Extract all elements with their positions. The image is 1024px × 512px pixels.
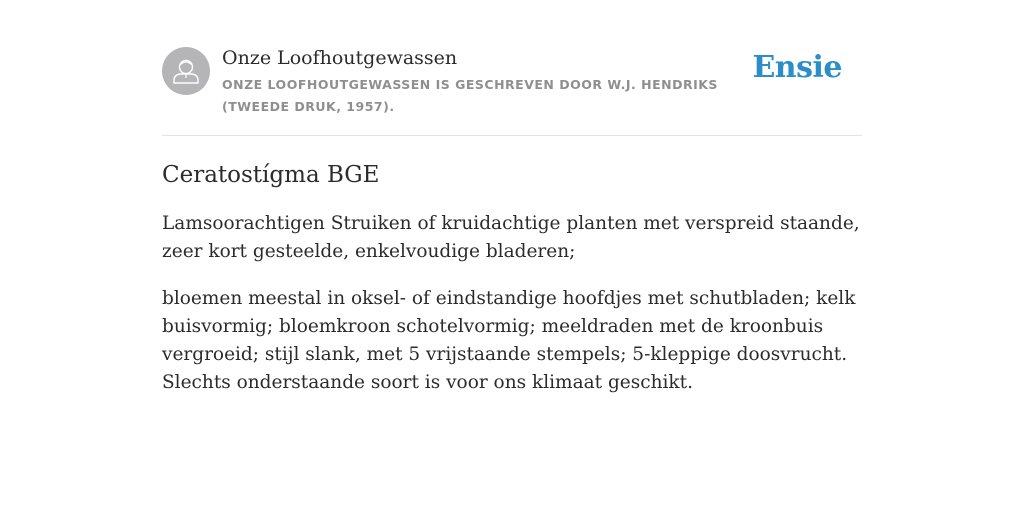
source-info [222, 44, 752, 118]
entry-content [162, 136, 862, 397]
entry-paragraph: Lamsoorachtigen Struiken of kruidachtige planten met verspreid staande, zeer kort gesteelde, enkelvoudige bladeren; [162, 213, 860, 262]
source-title[interactable]: Onze Loofhoutgewassen [222, 47, 458, 69]
entry-card [162, 44, 862, 416]
user-icon [162, 47, 210, 95]
entry-title: Ceratostígma BGE [162, 162, 380, 188]
brand-logo[interactable]: Ensie [752, 50, 842, 85]
entry-paragraph: bloemen meestal in oksel- of eindstandige hoofdjes met schutbladen; kelk buisvormig; bloemkroon schotelvormig; meeldraden met de kroonbuis vergroeid; stijl slank, met 5 vrijstaande stempels; 5-kleppige doosvrucht. Slechts onderstaande soort is voor ons klimaat geschikt. [162, 288, 856, 393]
source-subtitle: ONZE LOOFHOUTGEWASSEN IS GESCHREVEN DOOR W.J. HENDRIKS (TWEEDE DRUK, 1957). [222, 77, 718, 114]
source-header [162, 44, 862, 136]
